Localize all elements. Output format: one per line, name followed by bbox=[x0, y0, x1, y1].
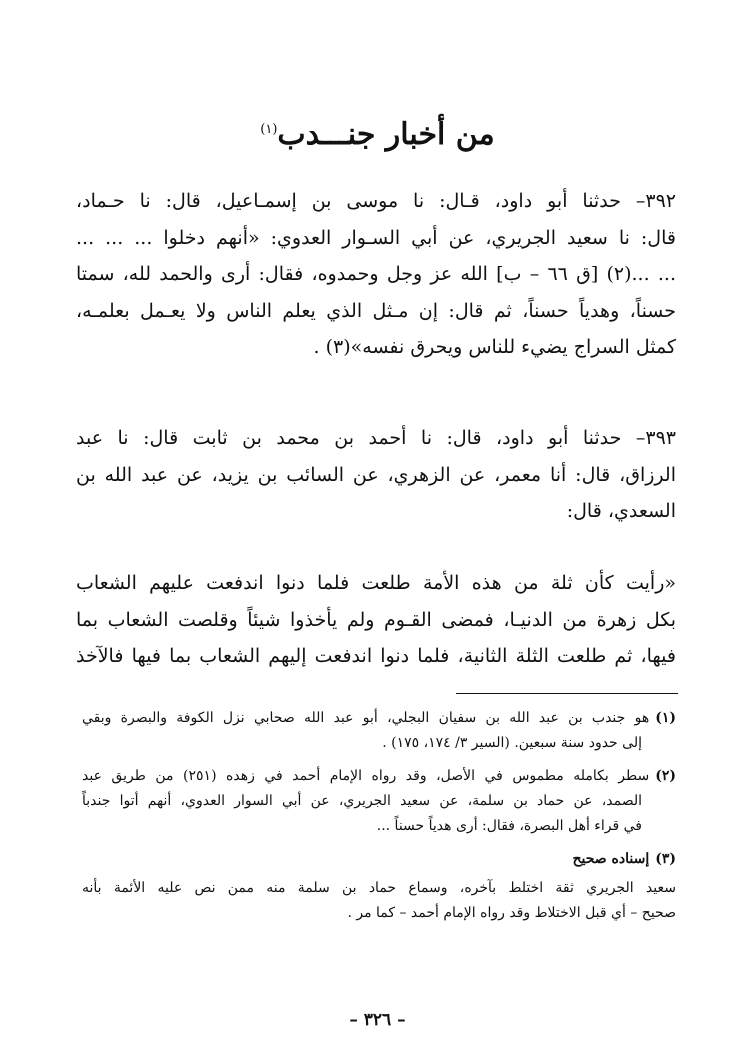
hadith-393-quote bbox=[76, 565, 676, 675]
hadith-393-line: ٣٩٣– حدثنا أبو داود، قال: نا أحمد بن محمد بن ثابت قال: نا عبد bbox=[76, 427, 676, 449]
footnote-3-note bbox=[82, 876, 676, 926]
hadith-392-line: ... ...(٢) [ق ٦٦ – ب] الله عز وجل وحمدوه، فقال: أرى والحمد لله، سمتا bbox=[76, 263, 676, 285]
footnote-heading: إسناده صحيح bbox=[572, 851, 650, 867]
footnote-1 bbox=[82, 706, 676, 756]
footnote-text: هو جندب بن عبد الله بن سفيان البجلي، أبو عبد الله صحابي نزل الكوفة والبصرة وبقي bbox=[82, 710, 650, 726]
footnote-3 bbox=[82, 847, 676, 926]
hadith-392-line: ٣٩٢– حدثنا أبو داود، قـال: نا موسى بن إسمـاعيل، قال: نا حـماد، bbox=[76, 190, 676, 212]
footnote-line: صحيح – أي قبل الاختلاط وقد رواه الإمام أحمد – كما مر . bbox=[347, 905, 676, 921]
footnote-line bbox=[82, 764, 676, 789]
footnote-line: في قراء أهل البصرة، فقال: أرى هدياً حسناً ... bbox=[376, 818, 642, 834]
hadith-392-line: حسناً، وهدياً حسناً، ثم قال: إن مـثل الذي يعلم الناس ولا يعـمل بعلمـه، bbox=[76, 299, 676, 322]
footnote-divider bbox=[456, 693, 678, 694]
footnote-line bbox=[82, 706, 676, 731]
footnote-line bbox=[82, 847, 676, 872]
quote-line: فيها، ثم طلعت الثلة الثانية، فلما دنوا اندفعت إليهم الشعاب بما فيها فالآخذ bbox=[76, 645, 676, 667]
footnote-line: إلى حدود سنة سبعين. (السير ٣/ ١٧٤، ١٧٥) . bbox=[382, 735, 642, 751]
title-footnote-marker: (١) bbox=[260, 122, 278, 137]
footnote-marker: (٣) bbox=[655, 851, 676, 867]
footnote-line: الصمد، عن حماد بن سلمة، عن سعيد الجريري، عن أبي السوار العدوي، أنهم أتوا جندباً bbox=[82, 793, 642, 809]
footnote-2 bbox=[82, 764, 676, 839]
footnote-text: سطر بكامله مطموس في الأصل، وقد رواه الإمام أحمد في زهده (٢٥١) من طريق عبد bbox=[82, 768, 650, 784]
hadith-392-line: كمثل السراج يضيء للناس ويحرق نفسه»(٣) . bbox=[313, 336, 676, 358]
page-title bbox=[0, 108, 755, 157]
quote-line: بكل زهرة من الدنيـا، فمضى القـوم ولم يأخذوا شيئاً وقلصت الشعاب بما bbox=[76, 608, 676, 631]
hadith-392 bbox=[76, 183, 676, 366]
hadith-392-line: قال: نا سعيد الجريري، عن أبي السـوار العدوي: «أنهم دخلوا ... ... ... bbox=[76, 226, 676, 249]
footnotes bbox=[82, 706, 676, 934]
hadith-393 bbox=[76, 420, 676, 530]
page-number: – ٣٢٦ – bbox=[349, 1010, 406, 1030]
hadith-393-line: الرزاق، قال: أنا معمر، عن الزهري، عن السائب بن يزيد، عن عبد الله بن bbox=[76, 463, 676, 486]
hadith-393-line: السعدي، قال: bbox=[566, 500, 676, 522]
footnote-marker: (٢) bbox=[655, 768, 676, 784]
title-text: من أخبار جنـــدب bbox=[277, 117, 495, 152]
footnote-line: سعيد الجريري ثقة اختلط بآخره، وسماع حماد بن سلمة منه ممن نص عليه الأئمة بأنه bbox=[82, 880, 676, 896]
footnote-marker: (١) bbox=[655, 710, 676, 726]
quote-line: «رأيت كأن ثلة من هذه الأمة طلعت فلما دنوا اندفعت عليهم الشعاب bbox=[76, 572, 676, 594]
